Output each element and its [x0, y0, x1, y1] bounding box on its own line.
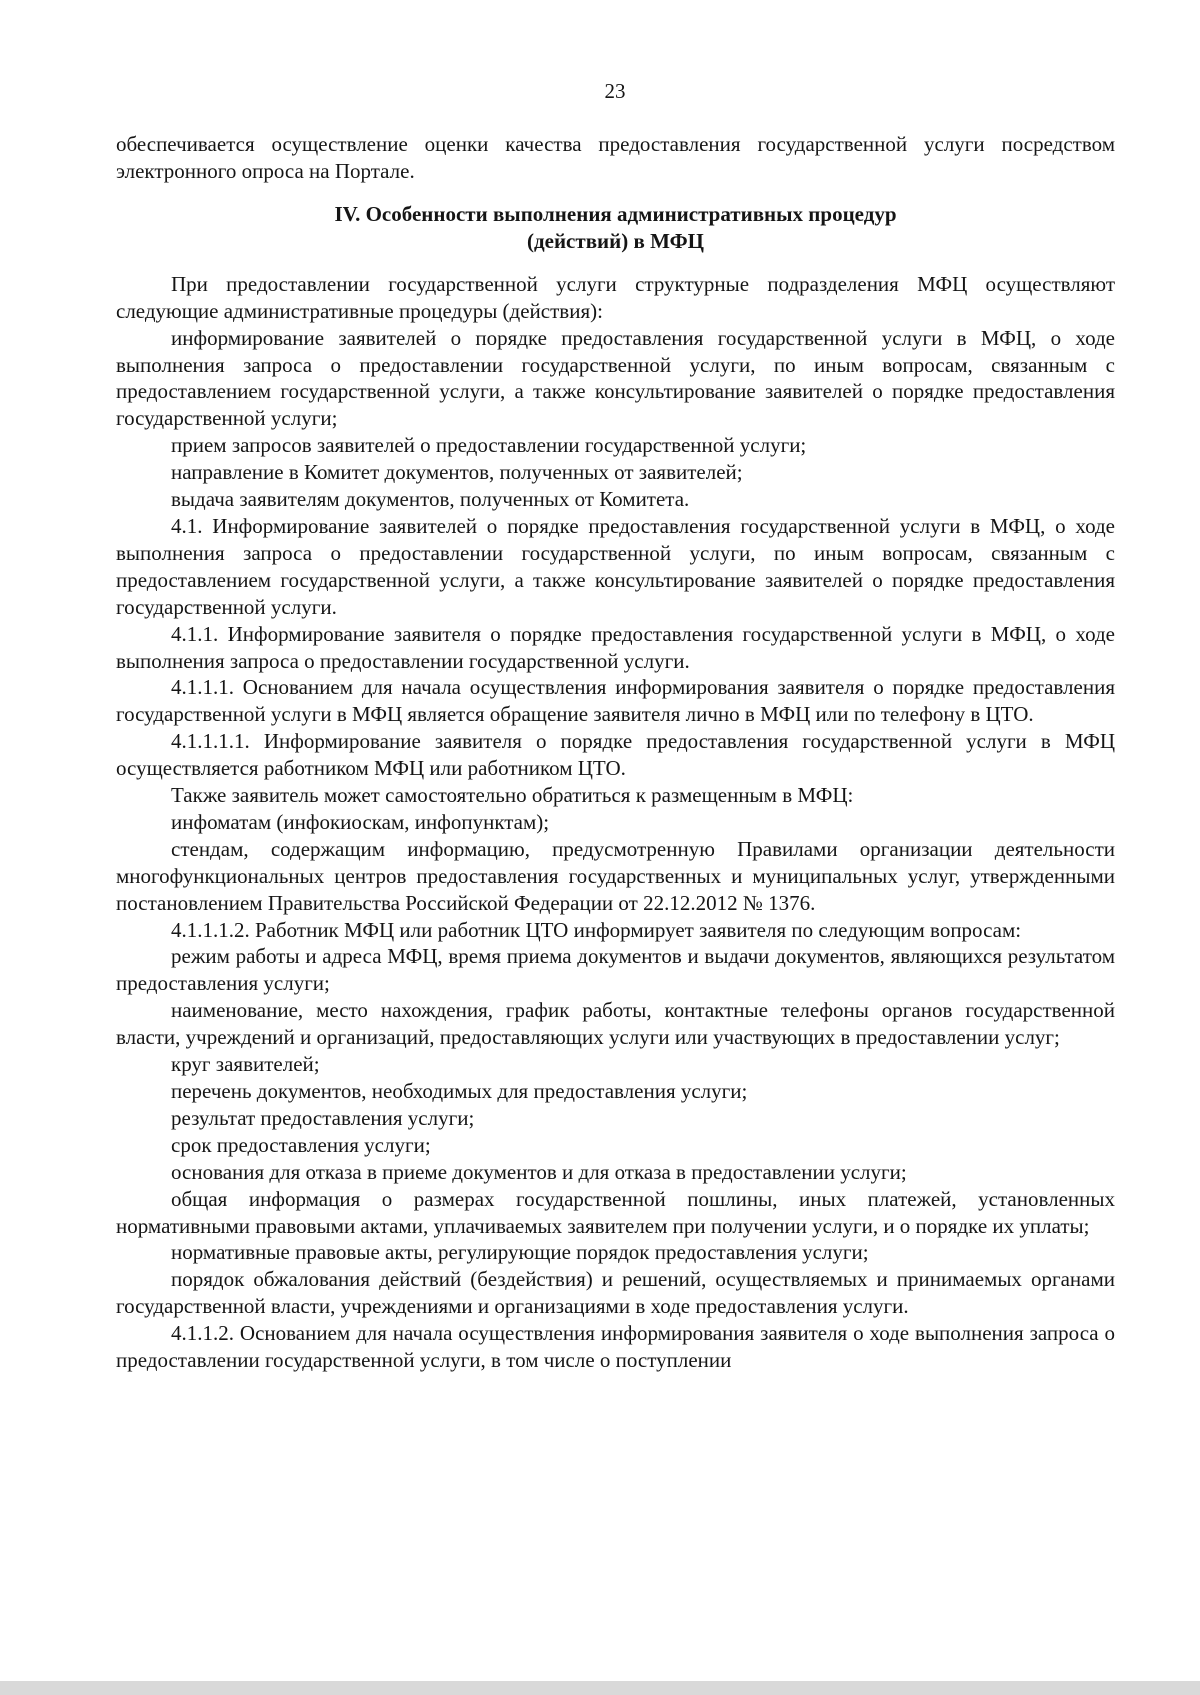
- page-number: 23: [604, 79, 626, 103]
- paragraph: информирование заявителей о порядке предоставления государственной услуги в МФЦ, о ходе выполнения запроса о предоставлении государственной услуги, по иным вопросам, связанным с предоставлением государственной услуги, а также консультирование заявителей о порядке предоставления государственной услуги;: [116, 325, 1115, 431]
- paragraph: порядок обжалования действий (бездействия) и решений, осуществляемых и принимаемых органами государственной власти, учреждениями и организациями в ходе предоставления услуги.: [116, 1267, 1115, 1319]
- paragraph: 4.1.1.1.1. Информирование заявителя о порядке предоставления государственной услуги в МФЦ осуществляется работником МФЦ или работником ЦТО.: [116, 729, 1115, 781]
- intro-paragraph: обеспечивается осуществление оценки качества предоставления государственной услуги посредством электронного опроса на Портале.: [116, 132, 1115, 183]
- paragraph: основания для отказа в приеме документов и для отказа в предоставлении услуги;: [171, 1159, 907, 1184]
- paragraph: 4.1. Информирование заявителей о порядке предоставления государственной услуги в МФЦ, о ходе выполнения запроса о предоставлении государственной услуги, по иным вопросам, связанным с предоставлением государственной услуги, а также консультирование заявителей о порядке предоставления государственной услуги.: [116, 513, 1115, 619]
- paragraph: При предоставлении государственной услуги структурные подразделения МФЦ осуществляют следующие административные процедуры (действия):: [116, 271, 1115, 323]
- paragraph: 4.1.1.1. Основанием для начала осуществления информирования заявителя о порядке предоставления государственной услуги в МФЦ является обращение заявителя лично в МФЦ или по телефону в ЦТО.: [116, 675, 1115, 727]
- paragraph: стендам, содержащим информацию, предусмотренную Правилами организации деятельности многофункциональных центров предоставления государственных и муниципальных услуг, утвержденными постановлением Правительства Российской Федерации от 22.12.2012 № 1376.: [116, 836, 1115, 915]
- section-heading: [116, 201, 1115, 255]
- paragraph: режим работы и адреса МФЦ, время приема документов и выдачи документов, являющихся результатом предоставления услуги;: [116, 944, 1115, 996]
- paragraph: 4.1.1. Информирование заявителя о порядке предоставления государственной услуги в МФЦ, о ходе выполнения запроса о предоставлении государственной услуги.: [116, 621, 1115, 673]
- paragraph: прием запросов заявителей о предоставлении государственной услуги;: [171, 433, 807, 458]
- scan-bottom-edge: [0, 1681, 1200, 1695]
- section-heading-line-2: (действий) в МФЦ: [527, 228, 704, 253]
- paragraph: наименование, место нахождения, график работы, контактные телефоны органов государственной власти, учреждений и организаций, предоставляющих услуги или участвующих в предоставлении услуг;: [116, 998, 1115, 1050]
- paragraph: перечень документов, необходимых для предоставления услуги;: [171, 1079, 748, 1103]
- paragraph: направление в Комитет документов, полученных от заявителей;: [171, 460, 743, 485]
- paragraph: результат предоставления услуги;: [171, 1105, 475, 1130]
- paragraph: круг заявителей;: [171, 1052, 320, 1077]
- paragraph: 4.1.1.1.2. Работник МФЦ или работник ЦТО информирует заявителя по следующим вопросам:: [171, 917, 1022, 942]
- paragraph: Также заявитель может самостоятельно обратиться к размещенным в МФЦ:: [171, 783, 854, 808]
- paragraph: срок предоставления услуги;: [171, 1132, 431, 1157]
- paragraph: 4.1.1.2. Основанием для начала осуществления информирования заявителя о ходе выполнения запроса о предоставлении государственной услуги, в том числе о поступлении: [116, 1321, 1115, 1373]
- paragraph: выдача заявителям документов, полученных от Комитета.: [171, 487, 690, 512]
- paragraph: инфоматам (инфокиоскам, инфопунктам);: [171, 809, 550, 834]
- section-heading-line-1: IV. Особенности выполнения административных процедур: [334, 201, 897, 226]
- document-body: [116, 131, 1115, 1374]
- paragraph: общая информация о размерах государственной пошлины, иных платежей, установленных нормативными правовыми актами, уплачиваемых заявителем при получении услуги, и о порядке их уплаты;: [116, 1186, 1115, 1238]
- paragraph: нормативные правовые акты, регулирующие порядок предоставления услуги;: [171, 1240, 869, 1265]
